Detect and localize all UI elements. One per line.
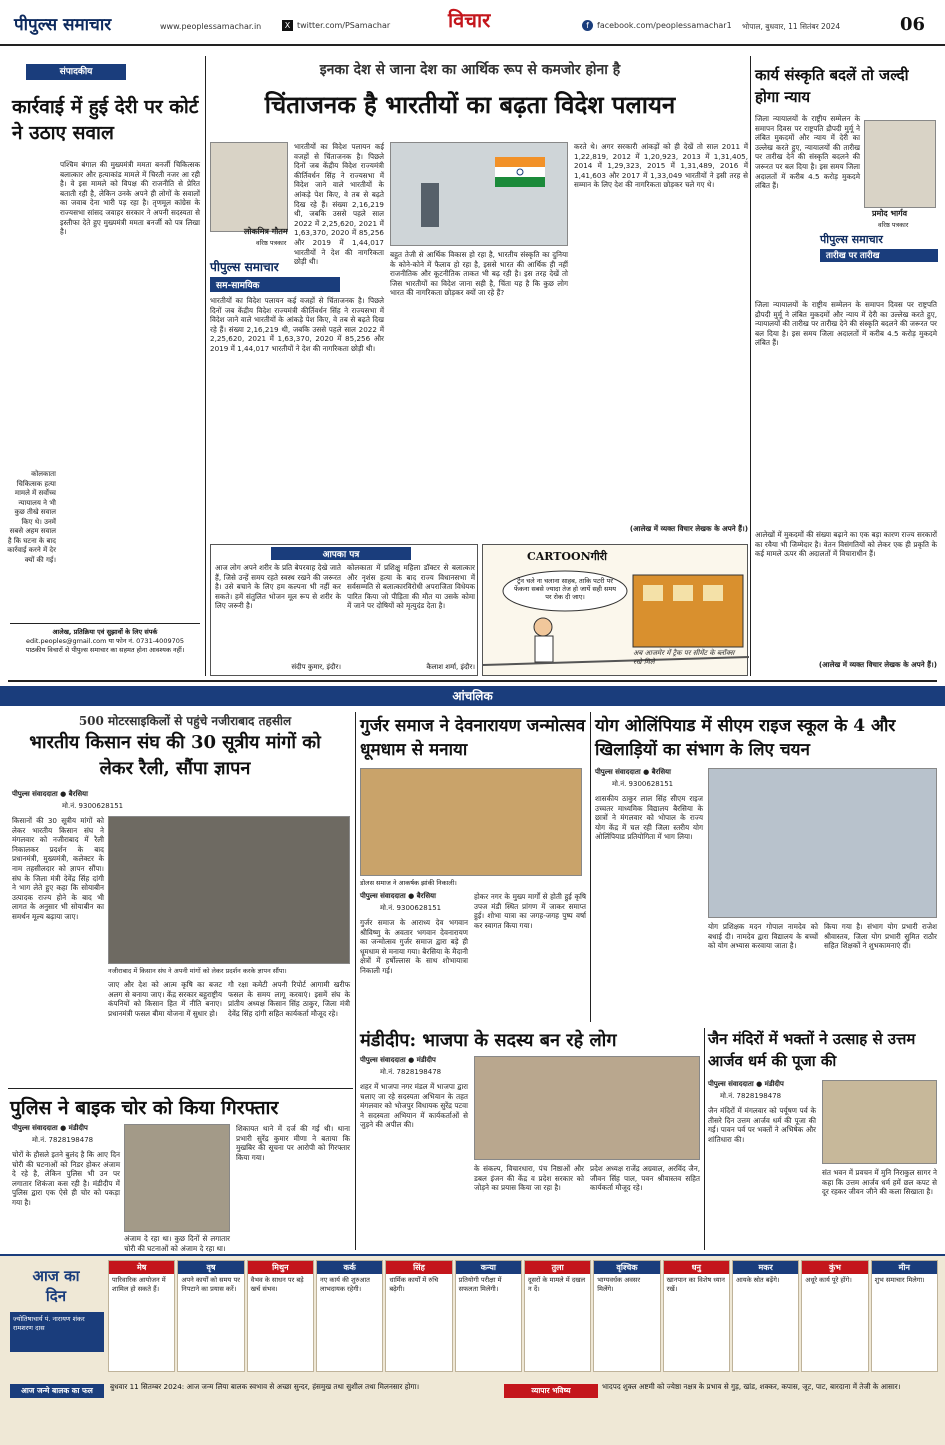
editorial-tag: संपादकीय (26, 64, 126, 80)
sign-name: मीन (872, 1261, 937, 1274)
right-author-role: वरिष्ठ पत्रकार (878, 221, 909, 229)
lead-col3: करते थे। अगर सरकारी आंकड़ों को ही देखें तो साल 2011 में 1,22,819, 2012 में 1,20,923, 2013 में 1,31,405, 2014 में 1,29,323, 2015 में 1,31,489, 2016 में 1,41,603 और 2017 में 1,33,049 भारतीयों ने इसी तरह से सम्मान के लिए देश की नागरिकता छोड़कर चले गए थे। (574, 142, 748, 190)
lead-author: लोकमित्र गौतम (244, 227, 288, 236)
birthday-text: बुधवार 11 सितम्बर 2024: आज जन्म लिया बालक स्वभाव से अच्छा सुन्दर, हंसमुख तथा सुशील तथा मिलनसार होगा। (110, 1382, 420, 1391)
a5-body-2: शिकायत थाने में दर्ज की गई थी। थाना प्रभारी सुरेंद्र कुमार मीणा ने बताया कि मुखबिर की सूचना पर आरोपी को गिरफ्तार किया गया। (236, 1124, 350, 1162)
right-badge (820, 232, 938, 262)
divider (8, 1088, 353, 1089)
sign-text: धार्मिक कार्यों में रुचि बढ़ेगी। (389, 1276, 439, 1293)
a4-body: शासकीय ठाकुर लाल सिंह सीएम राइज उच्चतर माध्यमिक विद्यालय बैरसिया के छात्रों ने मंगलवार को भोपाल के राज्य योग केंद्र में चल रही जिला स्तरीय योग ओलिंपियाड प्रतियोगिता में भाग लिया। (595, 794, 703, 842)
horoscope-title (16, 1266, 96, 1306)
badge-tag: तारीख पर तारीख (820, 249, 938, 262)
a5-body: चोरों के हौसले इतने बुलंद है कि आए दिन चोरी की घटनाओं को निडर होकर अंजाम दे रहे है, लेकिन पुलिस भी उन पर लगातार शिकंजा कस रही है। मंडीदीप में पुलिस द्वारा एक ऐसे ही चोर को पकड़ा गया है। (12, 1150, 120, 1207)
sign-name: मकर (733, 1261, 798, 1274)
a6-phone: मो.नं. 7828198478 (720, 1092, 782, 1100)
horoscope-title-2: दिन (45, 1287, 67, 1305)
a2-body: गुर्जर समाज के आराध्य देव भगवान श्रीविष्णु के अवतार भगवान देवनारायण का जन्मोत्सव गुर्जर समाज द्वारा बड़े ही धूमधाम से मनाया गया। बैरसिया के मैदानी क्षेत्रों में हर्षोल्लास के साथ शोभायात्रा निकाली गई। (360, 918, 468, 975)
sign-cell (663, 1260, 730, 1372)
sign-text: नए कार्य की शुरुआत लाभदायक रहेगी। (319, 1276, 370, 1293)
a5-body-3: अंजाम दे रहा था। कुछ दिनों से लगातार चोरी की घटनाओं को अंजाम दे रहा था। (124, 1234, 230, 1253)
a2-body-2: होकर नगर के मुख्य मार्गों से होती हुई कृषि उपज मंडी स्थित प्रांगण में जाकर समाप्त हुई। शोभा यात्रा का जगह-जगह पुष्प वर्षा कर स्वागत किया गया। (474, 892, 586, 930)
temple-photo (822, 1080, 937, 1164)
lead-col2: बहुत तेजी से आर्थिक विकास हो रहा है, भारतीय संस्कृति का दुनिया के कोने-कोने में फैलाव हो रहा है, इससे भारत की आर्थिक ही नहीं राजनीतिक और कूटनीतिक ताकत भी बढ़ रही है। इस तरह देखें तो जिस भारतीयों का विदेश जाना सही है, चिंता यह है कि कुछ लोग भारत की नागरिकता छोड़कर क्यों जा रहे हैं? (390, 250, 568, 298)
sign-cell (316, 1260, 383, 1372)
a1-byline: पीपुल्स संवाददाता ● बैरसिया (12, 790, 88, 798)
regional-banner: आंचलिक (0, 686, 945, 706)
lead-col1-top: भारतीयों का विदेश पलायन कई वजहों से चिंताजनक है। पिछले दिनों जब केंद्रीय विदेश राज्यमंत्री कीर्तिवर्धन सिंह ने राज्यसभा में विदेश जाने वाले भारतीयों के आंकड़े पेश किए, वे तब से बढ़ते दिख रहे हैं। संख्या 2,16,219 थी, जबकि उससे पहले साल 2022 में 2,25,620, 2021 में 1,63,370, 2020 में 85,256 और 2019 में 1,44,017 भारतीयों ने देश की नागरिकता छोड़ी थी। (294, 142, 384, 267)
footer-note: पाठकीय विचारों से पीपुल्स समाचार का सहमत होना आवश्यक नहीं। (25, 646, 185, 654)
a2-caption: डोलस समाज ने आकर्षक झांकी निकाली। (360, 879, 457, 887)
badge-logo: पीपुल्स समाचार (820, 233, 883, 246)
sign-grid (108, 1260, 938, 1372)
a3-body: शहर में भाजपा नगर मंडल में भाजपा द्वारा चलाए जा रहे सदस्यता अभियान के तहत मंगलवार को भोजपुर विधायक सुरेंद्र पटवा ने सदस्यता अभियान में कार्यकर्ताओं से जुड़ने की अपील की। (360, 1082, 468, 1130)
sign-text: वैभव के साधन पर बड़े खर्च संभव। (250, 1276, 304, 1293)
a5-byline: पीपुल्स संवाददाता ● मंडीदीप (12, 1124, 88, 1132)
page-number: 06 (900, 14, 926, 35)
divider (8, 680, 937, 682)
sign-name: कर्क (317, 1261, 382, 1274)
sign-name: कन्या (456, 1261, 521, 1274)
sign-name: सिंह (386, 1261, 451, 1274)
right-continuation: (आलेख में व्यक्त विचार लेखक के अपने हैं।) (818, 660, 937, 669)
a6-body: जैन मंदिरों में मंगलवार को पर्यूषण पर्व के तीसरे दिन उत्तम आर्जव धर्म की पूजा की गई। पावन पर्व पर भक्तों ने अभिषेक और शांतिधारा की। (708, 1106, 816, 1144)
sign-cell (247, 1260, 314, 1372)
sign-name: मिथुन (248, 1261, 313, 1274)
a2-byline: पीपुल्स संवाददाता ● बैरसिया (360, 892, 436, 900)
horoscope-title-1: आज का (32, 1267, 80, 1285)
letters-box (210, 544, 478, 676)
sign-cell (177, 1260, 244, 1372)
a3-byline: पीपुल्स संवाददाता ● मंडीदीप (360, 1056, 436, 1064)
a6-headline: जैन मंदिरों में भक्तों ने उत्साह से उत्तम आर्जव धर्म की पूजा की (708, 1030, 916, 1070)
footer-email[interactable]: edit.peoples@gmail.com या फोन नं. 0731-4009705 (26, 637, 184, 645)
sign-name: धनु (664, 1261, 729, 1274)
sign-name: वृश्चिक (594, 1261, 659, 1274)
divider (10, 623, 200, 624)
cartoon-box (482, 544, 748, 676)
sign-cell (871, 1260, 938, 1372)
a3-headline: मंडीदीप: भाजपा के सदस्य बन रहे लोग (360, 1030, 617, 1051)
right-body-2: आलेखों में मुकदमों की संख्या बढ़ाने का एक बड़ा कारण राज्य सरकारों का रवैया भी जिम्मेदार है। वेतन विसंगतियों को लेकर एक ही प्रकृति के कई मामले ऊपर की अदालतों में विचाराधीन हैं। (755, 530, 937, 559)
a1-phone: मो.नं. 9300628151 (62, 802, 124, 810)
birthday-tag: आज जन्मे बालक का फल (10, 1384, 104, 1398)
sign-cell (801, 1260, 868, 1372)
a5-headline: पुलिस ने बाइक चोर को किया गिरफ्तार (10, 1097, 279, 1119)
sign-cell (108, 1260, 175, 1372)
author-photo (864, 120, 936, 208)
lead-col1: भारतीयों का विदेश पलायन कई वजहों से चिंताजनक है। पिछले दिनों जब केंद्रीय विदेश राज्यमंत्री कीर्तिवर्धन सिंह ने राज्यसभा में विदेश जाने वाले भारतीयों के आंकड़े पेश किए, वे तब से बढ़ते दिख रहे हैं। संख्या 2,16,219 थी, जबकि उससे पहले साल 2022 में 2,25,620, 2021 में 1,63,370, 2020 में 85,256 और 2019 में 1,44,017 भारतीयों ने देश की नागरिकता छोड़ी थी। (210, 296, 384, 353)
sign-name: कुंभ (802, 1261, 867, 1274)
sign-cell (385, 1260, 452, 1372)
sign-cell (732, 1260, 799, 1372)
a1-caption: नजीराबाद में किसान संघ ने अपनी मांगों को लेकर प्रदर्शन करके ज्ञापन सौंपा। (108, 967, 287, 975)
website-link[interactable]: www.peoplessamachar.in (160, 22, 262, 31)
cartoon-bubble: ट्रेन चले ना चलाना साहब, ताकि पटरी पर फेंकना सबसे ज्यादा तेज हो जायें सही समय पर रोक दी जाए। (513, 577, 617, 601)
students-photo (708, 768, 937, 918)
a6-body-2: संत भवन में प्रवचन में मुनि निराकुल सागर ने कहा कि उत्तम आर्जव धर्म हमें छल कपट से दूर रहकर जीवन जीने की कला सिखाता है। (822, 1168, 937, 1197)
divider (750, 56, 751, 676)
a3-body-3: प्रदेश अध्यक्ष राजेंद्र अग्रवाल, अरविंद जैन, जीवन सिंह पाल, पवन श्रीवास्तव सहित कार्यकर्ता मौजूद रहे। (590, 1164, 700, 1193)
footer-line: आलेख, प्रतिक्रिया एवं सुझावों के लिए संपर्क (52, 628, 158, 636)
cartoon-caption: अब आजमेर में ट्रैक पर सीमेंट के ब्लॉक्स रखे मिले (633, 649, 735, 666)
divider (704, 1028, 705, 1250)
sign-text: प्रतियोगी परीक्षा में सफलता मिलेगी। (458, 1276, 502, 1293)
flag-icon (391, 143, 569, 247)
a4-body-2: योग प्रशिक्षक मदन गोपाल नामदेव को बधाई दी। नामदेव द्वारा विद्यालय के बच्चों को योग अभ्यास करवाया जाता है। (708, 922, 818, 951)
divider (355, 712, 356, 1250)
letter-1: आज लोग अपने शरीर के प्रति बेपरवाह देखे जाते हैं, जिसे उन्हें समय रहते स्वस्थ रखने की जरूरत है। उसे बचाने के लिए हम कल्पना भी नहीं कर सकते। हमें संतुलित भोजन मूल रूप से शरीर के लिए जरूरी है। (215, 563, 341, 611)
facebook-icon: f (582, 20, 593, 31)
sign-text: आयके स्रोत बढ़ेंगे। (735, 1276, 780, 1284)
cartoon-title: CARTOONगीरी (527, 550, 608, 563)
a1-body-2: जाए और देश को आत्म कृषि का बजट अलग से बनाया जाए। केंद्र सरकार बहुराष्ट्रीय कंपनियों को किसान हित में नीति बनाए। प्रधानमंत्री फसल बीमा योजना में सुधार हो। (108, 980, 222, 1018)
arrest-photo (124, 1124, 230, 1232)
editorial-body: पश्चिम बंगाल की मुख्यमंत्री ममता बनर्जी चिकित्सक बलात्कार और हत्याकांड मामले में चिरती नजर आ रही है। वे इस मामले को विपक्ष की राजनीति से प्रेरित बताती रही है, लेकिन उनके अपने ही लोगों के सवालों का जवाब देना भारी पड़ रहा है। तृणमूल कांग्रेस के राज्यसभा सांसद जवाहर सरकार ने अपनी सदस्यता से इस्तीफा देते हुए मुख्यमंत्री ममता बनर्जी को पत्र लिखा है। (60, 160, 200, 237)
right-body: जिला न्यायालयों के राष्ट्रीय सम्मेलन के समापन दिवस पर राष्ट्रपति द्रौपदी मुर्मू ने लंबित मुकदमों और न्याय में देरी का उल्लेख करते हुए, न्यायालयों की तारीख पर तारीख देने की संस्कृति बदलने की जरूरत पर बल दिया है। इस समय जिला अदालतों में करीब 4.5 करोड़ मुकदमे लंबित हैं। (755, 300, 937, 348)
divider (205, 56, 206, 676)
sign-name: वृष (178, 1261, 243, 1274)
masthead (0, 0, 945, 46)
sign-cell (593, 1260, 660, 1372)
letters-title: आपका पत्र (271, 547, 411, 560)
a2-headline: गुर्जर समाज ने देवनारायण जन्मोत्सव धूमधाम से मनाया (360, 716, 586, 760)
a4-body-3: किया गया है। संभाग योग प्रभारी राजेश श्रीवास्तव, जिला योग प्रभारी सुमित राठौर सहित शिक्षकों ने शुभकामनाएं दीं। (824, 922, 937, 951)
section-title: विचार (448, 8, 491, 32)
horoscope (0, 1254, 945, 1445)
a5-phone: मो.नं. 7828198478 (32, 1136, 94, 1144)
editorial-footer (10, 628, 200, 655)
sign-text: दूसरों के मामले में दखल न दें। (527, 1276, 586, 1293)
a3-body-2: के संकल्प, विचारधारा, पंच निष्ठाओं और डबल इंजन की केंद्र व प्रदेश सरकार को जोड़ने का प्रयास किया जा रहा है। (474, 1164, 584, 1193)
dateline: भोपाल, बुधवार, 11 सितंबर 2024 (742, 22, 841, 31)
editorial-headline: कार्रवाई में हुई देरी पर कोर्ट ने उठाए सवाल (12, 96, 199, 144)
facebook-link[interactable]: facebook.com/peoplessamachar1 (597, 21, 732, 30)
letter-2-sign: कैलाश शर्मा, इंदौर। (426, 663, 475, 671)
a3-phone: मो.नं. 7828198478 (380, 1068, 442, 1076)
sign-name: मेष (109, 1261, 174, 1274)
right-intro: जिला न्यायालयों के राष्ट्रीय सम्मेलन के समापन दिवस पर राष्ट्रपति द्रौपदी मुर्मू ने लंबित मुकदमों और न्याय में देरी का उल्लेख करते हुए, न्यायालयों की तारीख पर तारीख देने की संस्कृति बदलने की जरूरत पर बल दिया है। इस समय जिला अदालतों में करीब 4.5 करोड़ मुकदमे लंबित हैं। (755, 114, 860, 191)
astrologer: ज्योतिषाचार्य पं. नारायण शंकर रामशरण दास (10, 1312, 104, 1352)
a1-kicker: 500 मोटरसाइकिलों से पहुंचे नजीराबाद तहसील (78, 714, 292, 728)
author-photo (210, 142, 288, 232)
a1-headline: भारतीय किसान संघ की 30 सूत्रीय मांगों को लेकर रैली, सौंपा ज्ञापन (29, 732, 321, 779)
badge-tag: सम-सामयिक (210, 277, 340, 292)
sign-text: पारिवारिक आयोजन में शामिल हो सकते हैं। (112, 1276, 166, 1293)
twitter-icon: X (282, 20, 293, 31)
rally-photo (108, 816, 350, 964)
sign-text: अपने कार्यों को समय पर निपटाने का प्रयास करें। (181, 1276, 240, 1293)
sign-cell (524, 1260, 591, 1372)
badge-logo: पीपुल्स समाचार (210, 260, 279, 274)
lead-author-role: वरिष्ठ पत्रकार (256, 239, 287, 247)
bjp-photo (474, 1056, 700, 1160)
procession-photo (360, 768, 582, 876)
divider (590, 712, 591, 1022)
a4-headline: योग ओलिंपियाड में सीएम राइज स्कूल के 4 और खिलाड़ियों का संभाग के लिए चयन (595, 716, 896, 760)
a1-body-3: गौ रक्षा कमेटी अपनी रिपोर्ट आगामी खरीफ फसल के समय लागू करवाएं। इसमें संघ के प्रांतीय अध्यक्ष किसान सिंह ठाकुर, जिला मंत्री देवेंद्र सिंह दांगी सहित कार्यकर्ता मौजूद रहे। (228, 980, 350, 1018)
market-text: भादपद शुक्ल अष्टमी को ज्येष्ठा नक्षत्र के प्रभाव से गुड़, खांड, शक्कर, कपास, जूट, पाट, बारदाना में तेजी के आसार। (602, 1382, 901, 1391)
lead-kicker: इनका देश से जाना देश का आर्थिक रूप से कमजोर होना है (319, 62, 621, 78)
a1-body: किसानों की 30 सूत्रीय मांगों को लेकर भारतीय किसान संघ ने मंगलवार को नजीराबाद में रैली निकालकर प्रदर्शन के बाद प्रधानमंत्री, मुख्यमंत्री, कलेक्टर के नाम तहसीलदार को ज्ञापन सौंपा। संघ के जिला मंत्री देवेंद्र सिंह दांगी ने भाग लेते हुए कहा कि सोयाबीन उत्पादक राज्य होने के बाद भी लागत के अनुसार भी सोयाबीन का समर्थन मूल्य बढ़ाया जाए। (12, 816, 104, 921)
lead-headline: चिंताजनक है भारतीयों का बढ़ता विदेश पलायन (264, 90, 676, 119)
right-author: प्रमोद भार्गव (872, 209, 908, 218)
letter-2: कोलकाता में प्रशिक्षु महिला डॉक्टर से बलात्कार और नृशंस हत्या के बाद राज्य विधानसभा में सर्वसम्मति से बलात्कारविरोधी अपराजिता विधेयक पारित किया जो पीड़िता की मौत या उसके कोमा में जाने पर दोषियों को मृत्युदंड देता है। (347, 563, 475, 611)
editorial-side-quote: कोलकाता चिकित्सक हत्या मामले में सर्वोच्च न्यायालय ने भी कुछ तीखे सवाल किए थे। उनमें सबसे अहम सवाल है कि घटना के बाद कार्रवाई करने में देर क्यों की गई। (7, 470, 56, 564)
a4-byline: पीपुल्स संवाददाता ● बैरसिया (595, 768, 671, 776)
a4-phone: मो.नं. 9300628151 (612, 780, 674, 788)
sign-name: तुला (525, 1261, 590, 1274)
twitter-link[interactable]: twitter.com/PSamachar (297, 21, 391, 30)
sign-text: शुभ समाचार मिलेगा। (874, 1276, 925, 1284)
sign-cell (455, 1260, 522, 1372)
lead-continuation: (आलेख में व्यक्त विचार लेखक के अपने हैं।) (629, 524, 748, 533)
sign-text: खानपान का विशेष ध्यान रखें। (666, 1276, 725, 1293)
right-headline: कार्य संस्कृति बदलें तो जल्दी होगा न्याय (755, 66, 909, 106)
market-tag: व्यापार भविष्य (504, 1384, 598, 1398)
a6-byline: पीपुल्स संवाददाता ● मंडीदीप (708, 1080, 784, 1088)
sign-text: भाग्यवर्धक अवसर मिलेंगे। (597, 1276, 641, 1293)
sign-text: अधूरे कार्य पूरे होंगे। (805, 1276, 852, 1284)
letter-1-sign: संदीप कुमार, इंदौर। (291, 663, 341, 671)
lead-badge (210, 258, 340, 292)
a2-phone: मो.नं. 9300628151 (380, 904, 442, 912)
airport-photo (390, 142, 568, 246)
logo: पीपुल्स समाचार (14, 15, 112, 35)
